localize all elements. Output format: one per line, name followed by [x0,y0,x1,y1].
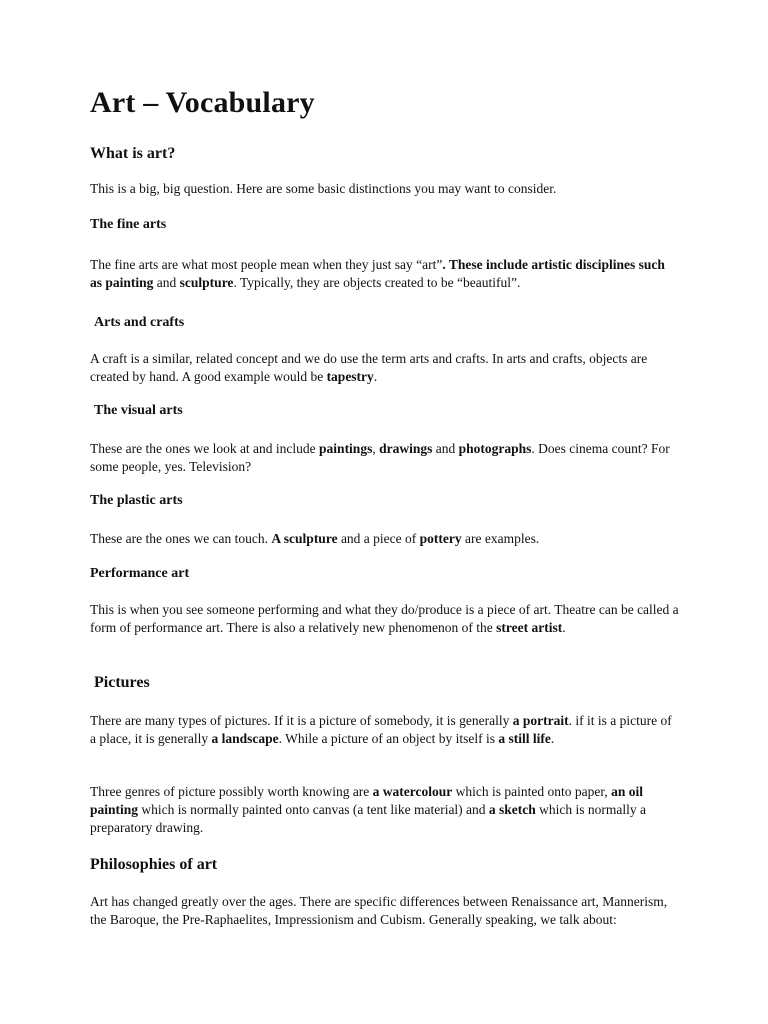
paragraph-pictures-genres: Three genres of picture possibly worth knowing are a watercolour which is painted onto paper, an oil painting which is normally painted onto canvas (a tent like material) and a sketch which is normally a preparatory drawing. [90,784,647,835]
paragraph-philosophies: Art has changed greatly over the ages. There are specific differences between Renaissance art, Mannerism, the Baroque, the Pre-Raphaelites, Impressionism and Cubism. Generally speaking, we talk about: [90,894,668,927]
term-sculpture: sculpture [179,275,234,290]
paragraph-fine-arts: The fine arts are what most people mean when they just say “art”. These include artistic disciplines such as painting and sculpture. Typically, they are objects created to be “beautiful”. [90,257,665,290]
heading-fine-arts: The fine arts [90,217,167,232]
term-sketch: a sketch [488,802,536,817]
term-tapestry: tapestry [326,369,374,384]
term-photographs: photographs [458,441,532,456]
term-portrait: a portrait [512,713,569,728]
paragraph-pictures-types: There are many types of pictures. If it is a picture of somebody, it is generally a portrait. if it is a picture of a place, it is generally a landscape. While a picture of an object by itself is a still life. [90,713,672,746]
term-watercolour: a watercolour [372,784,453,799]
term-oil-painting: an oil painting [90,784,643,817]
paragraph-arts-and-crafts: A craft is a similar, related concept and we do use the term arts and crafts. In arts and crafts, objects are created by hand. A good example would be tapestry. [90,351,648,384]
heading-arts-and-crafts: Arts and crafts [94,315,185,330]
heading-performance-art: Performance art [90,566,190,581]
term-landscape: a landscape [211,731,279,746]
heading-what-is-art: What is art? [90,145,176,162]
heading-plastic-arts: The plastic arts [90,493,183,508]
paragraph-visual-arts: These are the ones we look at and include paintings, drawings and photographs. Does cinema count? For some people, yes. Television? [90,441,670,474]
heading-visual-arts: The visual arts [94,403,183,418]
term-painting: painting [105,275,154,290]
paragraph-plastic-arts: These are the ones we can touch. A sculpture and a piece of pottery are examples. [90,531,540,546]
term-paintings: paintings [319,441,373,456]
term-drawings: drawings [379,441,433,456]
heading-pictures: Pictures [94,674,150,691]
heading-philosophies-of-art: Philosophies of art [90,856,218,873]
term-still-life: a still life [498,731,551,746]
page-title: Art – Vocabulary [90,86,315,119]
paragraph-what-is-art: This is a big, big question. Here are some basic distinctions you may want to consider. [90,181,557,196]
term-pottery: pottery [419,531,462,546]
term-a-sculpture: A sculpture [271,531,338,546]
paragraph-performance-art: This is when you see someone performing and what they do/produce is a piece of art. Theatre can be called a form of performance art. There is also a relatively new phenomenon of the street artist. [90,602,679,635]
term-street-artist: street artist [496,620,563,635]
